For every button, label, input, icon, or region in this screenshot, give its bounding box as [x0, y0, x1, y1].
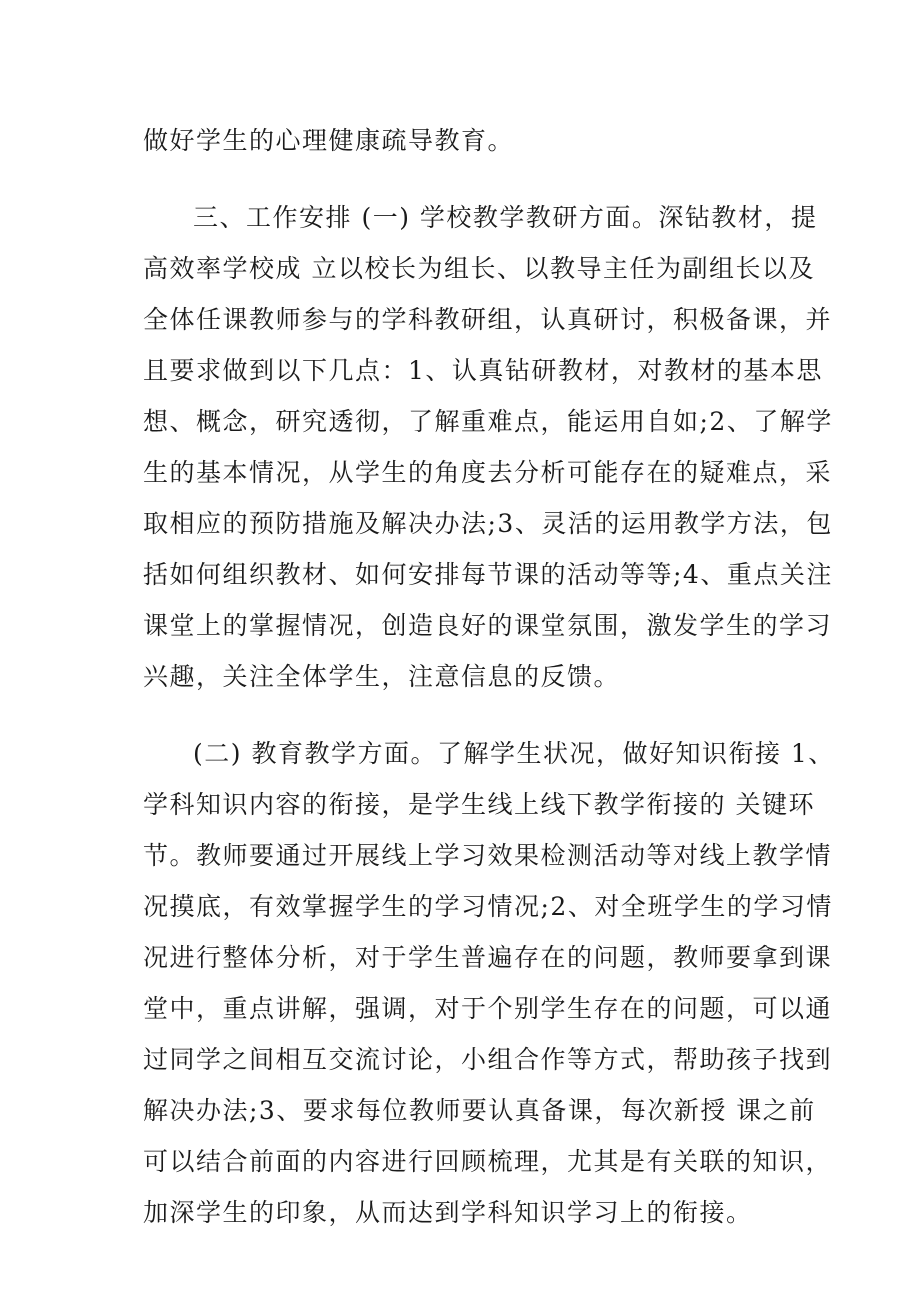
document-body — [143, 115, 835, 1238]
paragraph-mental-health — [143, 115, 793, 166]
text-line: 解决办法;3、要求每位教师要认真备课，每次新授 课之前 — [143, 1096, 816, 1125]
text-line: 节。教师要通过开展线上学习效果检测活动等对线上教学情 — [143, 841, 833, 870]
text-line: 况摸底，有效掌握学生的学习情况;2、对全班学生的学习情 — [143, 892, 833, 921]
paragraph-spacer — [143, 702, 793, 728]
text-line: 学科知识内容的衔接，是学生线上线下教学衔接的 关键环 — [143, 790, 815, 819]
text-line: 做好学生的心理健康疏导教育。 — [143, 126, 515, 155]
text-line: 课堂上的掌握情况，创造良好的课堂氛围，激发学生的学习 — [143, 611, 833, 640]
paragraph-work-arrangement — [143, 192, 833, 702]
text-line: 可以结合前面的内容进行回顾梳理，尤其是有关联的知识， — [143, 1147, 833, 1176]
text-line: 全体任课教师参与的学科教研组，认真研讨，积极备课，并 — [143, 305, 833, 334]
text-line: 高效率学校成 立以校长为组长、以教导主任为副组长以及 — [143, 254, 815, 283]
text-line: (二) 教育教学方面。了解学生状况，做好知识衔接 1、 — [193, 739, 835, 768]
text-line: 兴趣，关注全体学生，注意信息的反馈。 — [143, 662, 621, 691]
paragraph-spacer — [143, 166, 793, 192]
text-line: 且要求做到以下几点：1、认真钻研教材，对教材的基本思 — [143, 356, 823, 385]
text-line: 过同学之间相互交流讨论，小组合作等方式，帮助孩子找到 — [143, 1045, 833, 1074]
text-line: 取相应的预防措施及解决办法;3、灵活的运用教学方法，包 — [143, 509, 833, 538]
text-line: 生的基本情况，从学生的角度去分析可能存在的疑难点，采 — [143, 458, 833, 487]
text-line: 堂中，重点讲解，强调，对于个别学生存在的问题，可以通 — [143, 994, 833, 1023]
text-line: 括如何组织教材、如何安排每节课的活动等等;4、重点关注 — [143, 560, 833, 589]
text-line: 三、工作安排 (一) 学校教学教研方面。深钻教材，提 — [193, 203, 818, 232]
text-line: 加深学生的印象，从而达到学科知识学习上的衔接。 — [143, 1198, 753, 1227]
paragraph-teaching — [143, 728, 835, 1238]
text-line: 况进行整体分析，对于学生普遍存在的问题，教师要拿到课 — [143, 943, 833, 972]
text-line: 想、概念，研究透彻，了解重难点，能运用自如;2、了解学 — [143, 407, 833, 436]
